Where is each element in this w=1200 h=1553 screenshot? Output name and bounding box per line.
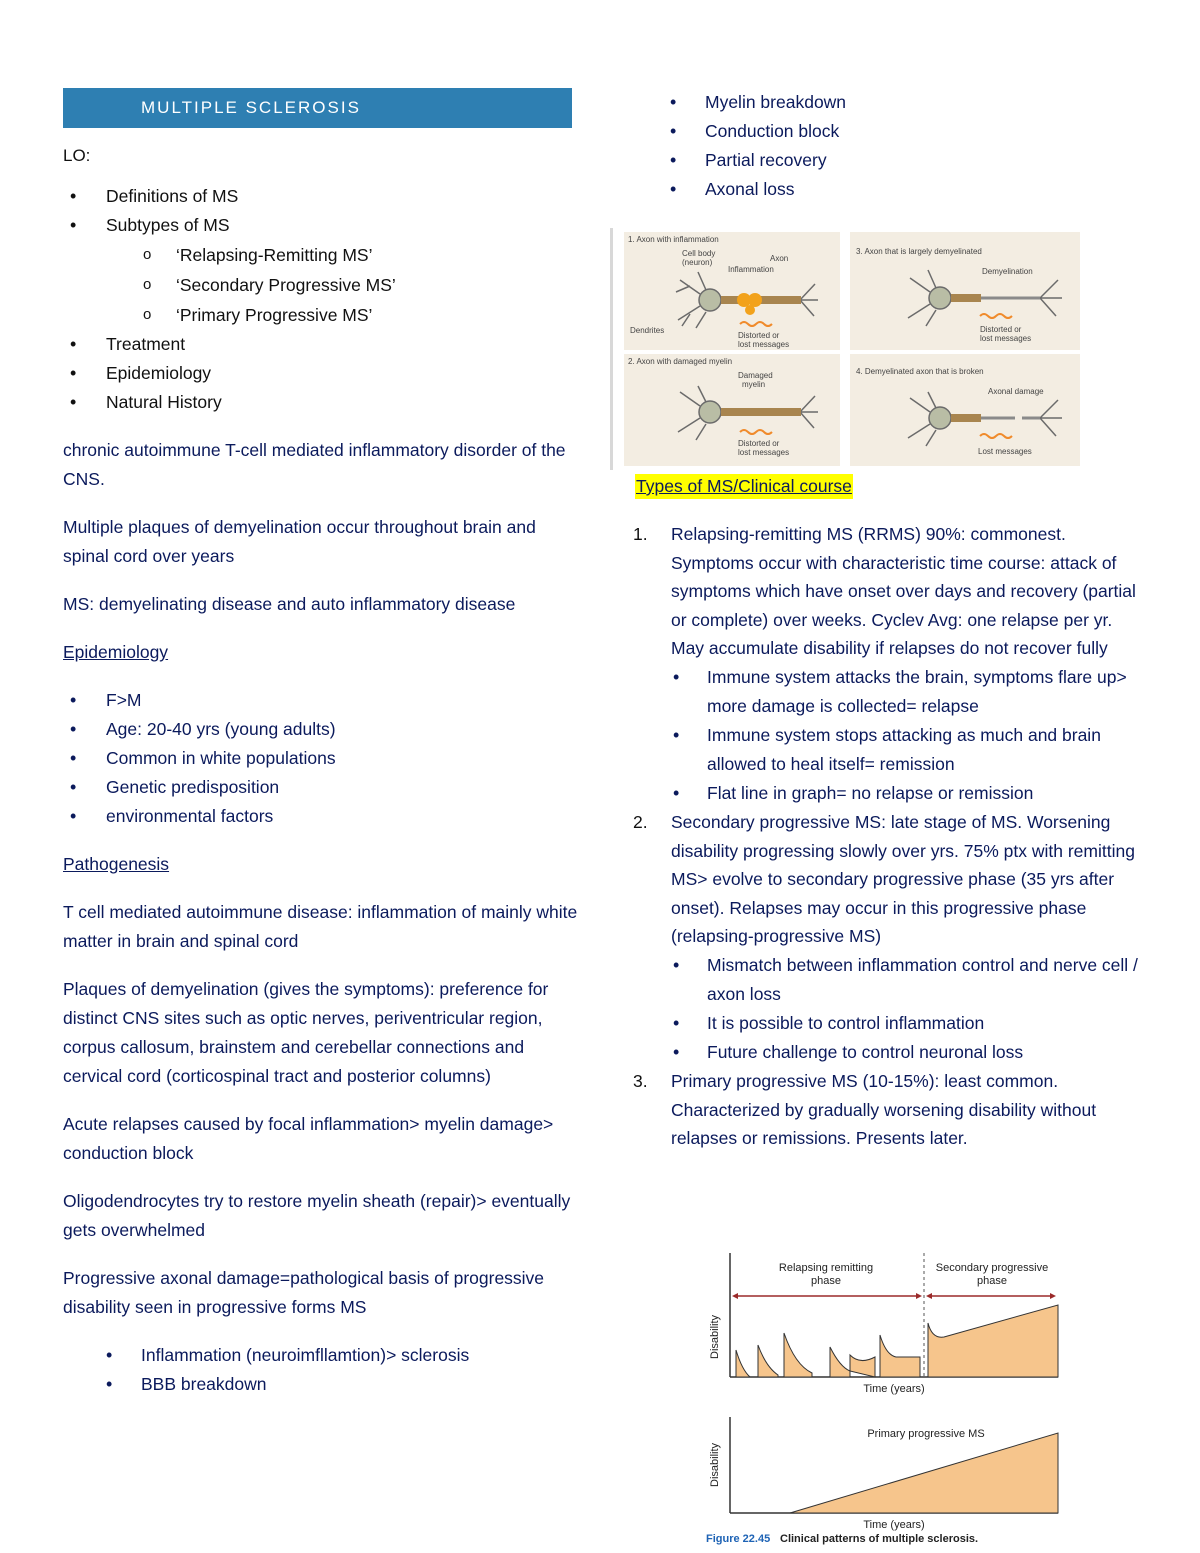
list-item: • Partial recovery <box>610 146 1170 175</box>
svg-text:Demyelination: Demyelination <box>982 267 1033 276</box>
list-item: • Subtypes of MS <box>63 211 583 240</box>
svg-text:Secondary progressive: Secondary progressive <box>935 1262 1049 1274</box>
figure-caption: Clinical patterns of multiple sclerosis. <box>780 1533 979 1545</box>
svg-text:phase: phase <box>811 1275 841 1287</box>
svg-text:Axonal damage: Axonal damage <box>988 387 1044 396</box>
panel3-title: 3. Axon that is largely demyelinated <box>856 247 982 256</box>
list-item: • Immune system attacks the brain, symptoms flare up> more damage is collected= relapse <box>671 663 1145 721</box>
list-item: • Future challenge to control neuronal loss <box>671 1038 1145 1067</box>
list-item: • Definitions of MS <box>63 182 583 211</box>
list-item: o ‘Primary Progressive MS’ <box>63 300 583 330</box>
list-item: • Common in white populations <box>63 744 583 773</box>
panel1-title: 1. Axon with inflammation <box>628 235 719 244</box>
panel2-title: 2. Axon with damaged myelin <box>628 357 733 366</box>
types-list <box>625 520 1145 1153</box>
svg-text:Distorted or: Distorted or <box>738 331 780 340</box>
pathogenesis-list <box>46 1341 583 1399</box>
type-item: 2. Secondary progressive MS: late stage of MS. Worsening disability progressing slowly over yrs. 75% ptx with remitting MS> evolve to secondary progressive phase (35 yrs after onset). Relapses may occur in this progressive phase (relapsing-progressive MS) • Mismatch between inflammation control and nerve cell / axon loss • It is possible to control inflammation • Future challenge to control neuronal loss <box>625 808 1145 1067</box>
svg-text:Relapsing remitting: Relapsing remitting <box>778 1262 874 1274</box>
svg-text:myelin: myelin <box>742 380 766 389</box>
svg-text:Distorted or: Distorted or <box>980 325 1022 334</box>
list-item: • Treatment <box>63 330 583 359</box>
plaques-paragraph: Multiple plaques of demyelination occur throughout brain and spinal cord over years <box>63 517 536 566</box>
ms-paragraph: MS: demyelinating disease and auto inflammatory disease <box>63 594 516 614</box>
pathogenesis-paragraph: Acute relapses caused by focal inflammation> myelin damage> conduction block <box>63 1114 554 1163</box>
types-heading: Types of MS/Clinical course <box>635 474 853 499</box>
svg-text:Damaged: Damaged <box>738 371 773 380</box>
list-item: • Genetic predisposition <box>63 773 583 802</box>
svg-text:phase: phase <box>977 1275 1007 1287</box>
lo-label: LO: <box>63 146 91 165</box>
svg-text:Dendrites: Dendrites <box>630 326 665 335</box>
list-item: • Immune system stops attacking as much and brain allowed to heal itself= remission <box>671 721 1145 779</box>
list-item: o ‘Relapsing-Remitting MS’ <box>63 240 583 270</box>
pathogenesis-paragraph: Oligodendrocytes try to restore myelin sheath (repair)> eventually gets overwhelmed <box>63 1191 571 1240</box>
list-item: • Epidemiology <box>63 359 583 388</box>
svg-text:lost messages: lost messages <box>980 334 1032 343</box>
list-item: • Age: 20-40 yrs (young adults) <box>63 715 583 744</box>
list-item: • Mismatch between inflammation control and nerve cell / axon loss <box>671 951 1145 1009</box>
svg-text:lost messages: lost messages <box>738 340 790 349</box>
svg-text:(neuron): (neuron) <box>682 258 713 267</box>
pathogenesis-list-cont <box>610 88 1170 204</box>
list-item: • Inflammation (neuroimfllamtion)> sclerosis <box>46 1341 583 1370</box>
list-item: • environmental factors <box>63 802 583 831</box>
pathogenesis-paragraph: Plaques of demyelination (gives the symptoms): preference for distinct CNS sites such as optic nerves, periventricular region, corpus callosum, brainstem and cerebellar connections and cervical cord (corticospinal tract and posterior columns) <box>63 979 549 1086</box>
svg-text:Lost messages: Lost messages <box>978 447 1032 456</box>
type-item: 3. Primary progressive MS (10-15%): least common. Characterized by gradually worsening disability without relapses or remissions. Presents later. <box>633 1070 1097 1149</box>
subtypes-list <box>63 240 583 330</box>
svg-text:lost messages: lost messages <box>738 448 790 457</box>
svg-text:Time (years): Time (years) <box>863 1519 925 1531</box>
panel4-title: 4. Demyelinated axon that is broken <box>856 367 984 376</box>
epidemiology-list <box>63 686 583 831</box>
svg-text:Disability: Disability <box>709 1314 721 1360</box>
epidemiology-heading: Epidemiology <box>63 642 169 662</box>
clinical-patterns-figure <box>700 1245 1070 1545</box>
svg-text:Disability: Disability <box>709 1442 721 1488</box>
svg-text:Distorted or: Distorted or <box>738 439 780 448</box>
list-item: • BBB breakdown <box>46 1370 583 1399</box>
definition-paragraph: chronic autoimmune T-cell mediated inflammatory disorder of the CNS. <box>63 440 566 489</box>
lo-list-cont <box>63 330 583 417</box>
list-item: • Conduction block <box>610 117 1170 146</box>
list-item: • Natural History <box>63 388 583 417</box>
list-item: • It is possible to control inflammation <box>671 1009 1145 1038</box>
svg-text:Axon: Axon <box>770 254 789 263</box>
list-item: • Myelin breakdown <box>610 88 1170 117</box>
type-item: 1. Relapsing-remitting MS (RRMS) 90%: commonest. Symptoms occur with characteristic time course: attack of symptoms which have onset over days and recovery (partial or complete) over weeks. Cyclev Avg: one relapse per yr. May accumulate disability if relapses do not recover fully • Immune system attacks the brain, symptoms flare up> more damage is collected= relapse • Immune system stops attacking as much and brain allowed to heal itself= remission • Flat line in graph= no relapse or remission <box>625 520 1145 808</box>
pathogenesis-heading: Pathogenesis <box>63 854 170 874</box>
neuron-demyelination-figure <box>610 228 1082 470</box>
svg-text:Primary progressive MS: Primary progressive MS <box>867 1428 985 1440</box>
list-item: • F>M <box>63 686 583 715</box>
list-item: • Flat line in graph= no relapse or remission <box>671 779 1145 808</box>
svg-text:Time (years): Time (years) <box>863 1383 925 1395</box>
pathogenesis-paragraph: T cell mediated autoimmune disease: inflammation of mainly white matter in brain and spinal cord <box>63 902 578 951</box>
svg-text:Cell body: Cell body <box>682 249 716 258</box>
svg-text:Inflammation: Inflammation <box>728 265 774 274</box>
list-item: o ‘Secondary Progressive MS’ <box>63 270 583 300</box>
right-column <box>610 88 1170 204</box>
document-title: MULTIPLE SCLEROSIS <box>63 88 572 128</box>
pathogenesis-paragraph: Progressive axonal damage=pathological basis of progressive disability seen in progressive forms MS <box>63 1268 545 1317</box>
lo-list <box>63 182 583 240</box>
figure-caption-number: Figure 22.45 <box>706 1533 771 1545</box>
left-column <box>63 88 583 1399</box>
list-item: • Axonal loss <box>610 175 1170 204</box>
